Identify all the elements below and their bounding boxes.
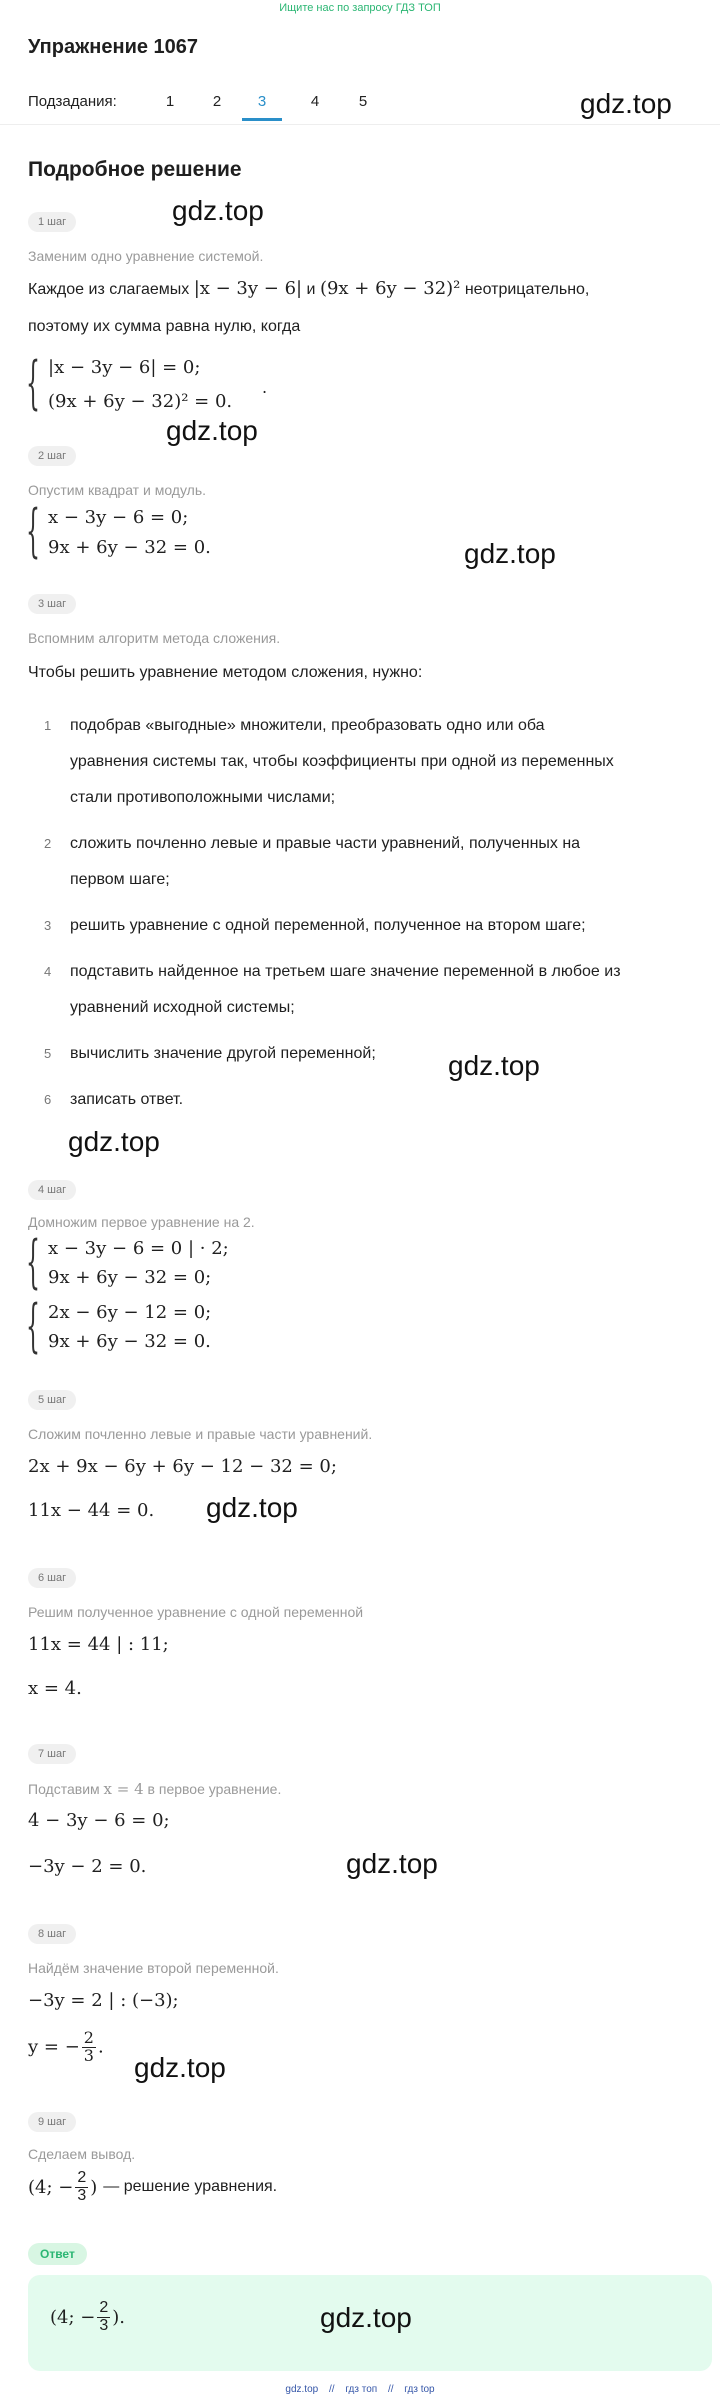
step-2-system-line-2: 9x + 6y − 32 = 0. [48, 536, 211, 558]
list-item [44, 1082, 450, 1118]
step-7-hint-expr: x = 4 [103, 1780, 144, 1798]
step-1-text-b: и [306, 281, 316, 298]
brace-icon: { [26, 351, 40, 417]
step-2-system [26, 499, 211, 565]
step-1-text-c: неотрицательно, [464, 281, 590, 298]
step-badge-7: 7 шаг [28, 1744, 76, 1764]
list-item [44, 1036, 450, 1072]
step-9-conclusion [28, 2170, 277, 2205]
watermark: gdz.top [320, 2302, 412, 2333]
step-7-equation-2: −3y − 2 = 0. [28, 1856, 147, 1877]
step-4-system-a-line-2: 9x + 6y − 32 = 0; [48, 1267, 212, 1288]
watermark: gdz.top [172, 195, 264, 226]
fraction-numerator: 2 [77, 2169, 87, 2186]
fraction-numerator: 2 [99, 2299, 109, 2316]
list-item-line: вычислить значение другой переменной; [70, 1045, 376, 1062]
step-8-equation-2 [28, 2030, 104, 2065]
list-item-line: стали противоположными числами; [70, 789, 336, 806]
subtask-tab-1[interactable]: 1 [165, 93, 175, 110]
step-9-text: — решение уравнения. [103, 2178, 278, 2196]
step-badge-3: 3 шаг [28, 594, 76, 614]
list-item-line: первом шаге; [70, 871, 170, 888]
step-badge-9: 9 шаг [28, 2112, 76, 2132]
fraction-numerator: 2 [83, 2028, 94, 2047]
step-7-equation-1: 4 − 3y − 6 = 0; [28, 1810, 170, 1831]
step-4-system-a [26, 1230, 229, 1296]
step-5-hint: Сложим почленно левые и правые части уравнений. [28, 1426, 373, 1442]
list-item-line: сложить почленно левые и правые части уравнений, полученных на [70, 835, 581, 852]
step-badge-8: 8 шаг [28, 1924, 76, 1944]
subtask-tab-3[interactable]: 3 [257, 93, 267, 110]
footer [0, 2384, 720, 2395]
answer-prefix: (4; − [50, 2306, 96, 2328]
step-8-eq2-suffix: . [97, 2036, 104, 2058]
step-9-answer-suffix: ) [90, 2176, 98, 2198]
fraction [75, 2170, 88, 2205]
subtask-tab-2[interactable]: 2 [212, 93, 222, 110]
step-1-expr-b: (9x + 6y − 32)² [319, 278, 461, 299]
step-4-system-b-line-2: 9x + 6y − 32 = 0. [48, 1331, 211, 1352]
step-3-intro: Чтобы решить уравнение методом сложения, нужно: [28, 664, 423, 681]
answer-value [50, 2300, 125, 2335]
watermark: gdz.top [346, 1848, 438, 1879]
list-item-number: 5 [44, 1046, 52, 1061]
list-item-line: уравнений исходной системы; [70, 999, 295, 1016]
brace-icon: { [26, 1294, 40, 1360]
step-1-expr-a: |x − 3y − 6| [193, 278, 303, 299]
step-1-hint: Заменим одно уравнение системой. [28, 248, 264, 264]
active-tab-indicator [242, 118, 282, 121]
footer-separator: // [328, 2384, 335, 2395]
step-9-hint: Сделаем вывод. [28, 2146, 136, 2162]
list-item [44, 954, 710, 1026]
step-8-eq2-prefix: y = − [28, 2036, 80, 2058]
fraction [97, 2300, 110, 2335]
list-item-number: 1 [44, 718, 52, 733]
subtask-tab-4[interactable]: 4 [310, 93, 320, 110]
step-8-equation-1: −3y = 2 | : (−3); [28, 1990, 179, 2011]
step-7-hint [28, 1780, 281, 1798]
step-badge-5: 5 шаг [28, 1390, 76, 1410]
section-title: Подробное решение [28, 158, 242, 181]
list-item-number: 3 [44, 918, 52, 933]
watermark: gdz.top [464, 538, 556, 569]
subtasks-label: Подзадания: [28, 93, 117, 110]
watermark: gdz.top [166, 415, 258, 446]
step-badge-1: 1 шаг [28, 212, 76, 232]
watermark: gdz.top [134, 2052, 226, 2083]
watermark: gdz.top [580, 88, 672, 119]
step-1-system [26, 350, 232, 418]
step-1-text [28, 278, 589, 299]
step-6-equation-2: x = 4. [28, 1678, 82, 1699]
list-item-line: записать ответ. [70, 1091, 184, 1108]
list-item-number: 4 [44, 964, 52, 979]
step-4-system-b-line-1: 2x − 6y − 12 = 0; [48, 1302, 212, 1323]
step-7-hint-a: Подставим [28, 1781, 100, 1797]
step-8-hint: Найдём значение второй переменной. [28, 1960, 279, 1976]
step-6-hint: Решим полученное уравнение с одной переменной [28, 1604, 364, 1620]
page-title: Упражнение 1067 [28, 36, 199, 58]
step-9-answer-prefix: (4; − [28, 2176, 74, 2198]
step-1-text-a: Каждое из слагаемых [28, 281, 190, 298]
step-2-system-line-1: x − 3y − 6 = 0; [48, 506, 189, 528]
answer-suffix: ). [112, 2306, 125, 2328]
answer-badge: Ответ [28, 2243, 87, 2265]
step-3-hint: Вспомним алгоритм метода сложения. [28, 630, 281, 646]
fraction-denominator: 3 [83, 2045, 94, 2065]
step-1-text-d: поэтому их сумма равна нулю, когда [28, 318, 301, 335]
step-4-hint: Домножим первое уравнение на 2. [28, 1214, 255, 1230]
step-1-dot: . [262, 378, 268, 397]
watermark: gdz.top [68, 1126, 160, 1157]
list-item-line: решить уравнение с одной переменной, полученное на втором шаге; [70, 917, 586, 934]
header-divider [0, 124, 720, 125]
list-item [44, 908, 710, 944]
fraction [82, 2030, 96, 2065]
step-7-hint-b: в первое уравнение. [147, 1781, 282, 1797]
brace-icon: { [26, 1230, 40, 1296]
fraction-denominator: 3 [77, 2186, 87, 2204]
list-item-line: подставить найденное на третьем шаге значение переменной в любое из [70, 963, 621, 980]
step-4-system-a-line-1: x − 3y − 6 = 0 | · 2; [48, 1238, 229, 1259]
step-5-equation-2: 11x − 44 = 0. [28, 1500, 155, 1521]
step-6-equation-1: 11x = 44 | : 11; [28, 1634, 169, 1655]
step-badge-2: 2 шаг [28, 446, 76, 466]
watermark: gdz.top [448, 1050, 540, 1081]
list-item [44, 826, 710, 898]
subtask-tab-5[interactable]: 5 [358, 93, 368, 110]
list-item-number: 2 [44, 836, 52, 851]
step-1-system-line-1: |x − 3y − 6| = 0; [48, 356, 201, 378]
step-4-system-b [26, 1294, 212, 1360]
footer-link[interactable]: гдз топ [345, 2384, 378, 2395]
step-5-equation-1: 2x + 9x − 6y + 6y − 12 − 32 = 0; [28, 1456, 337, 1477]
watermark: gdz.top [206, 1492, 298, 1523]
brace-icon: { [26, 499, 40, 565]
top-banner-link[interactable]: Ищите нас по запросу ГДЗ ТОП [279, 2, 441, 14]
step-badge-4: 4 шаг [28, 1180, 76, 1200]
fraction-denominator: 3 [99, 2316, 109, 2334]
list-item [44, 708, 710, 816]
footer-link[interactable]: гдз top [404, 2384, 435, 2395]
step-badge-6: 6 шаг [28, 1568, 76, 1588]
footer-separator: // [387, 2384, 394, 2395]
list-item-line: уравнения системы так, чтобы коэффициенты при одной из переменных [70, 753, 614, 770]
step-1-system-line-2: (9x + 6y − 32)² = 0. [48, 390, 233, 412]
footer-link[interactable]: gdz.top [285, 2384, 319, 2395]
step-2-hint: Опустим квадрат и модуль. [28, 482, 207, 498]
list-item-number: 6 [44, 1092, 52, 1107]
list-item-line: подобрав «выгодные» множители, преобразовать одно или оба [70, 717, 545, 734]
